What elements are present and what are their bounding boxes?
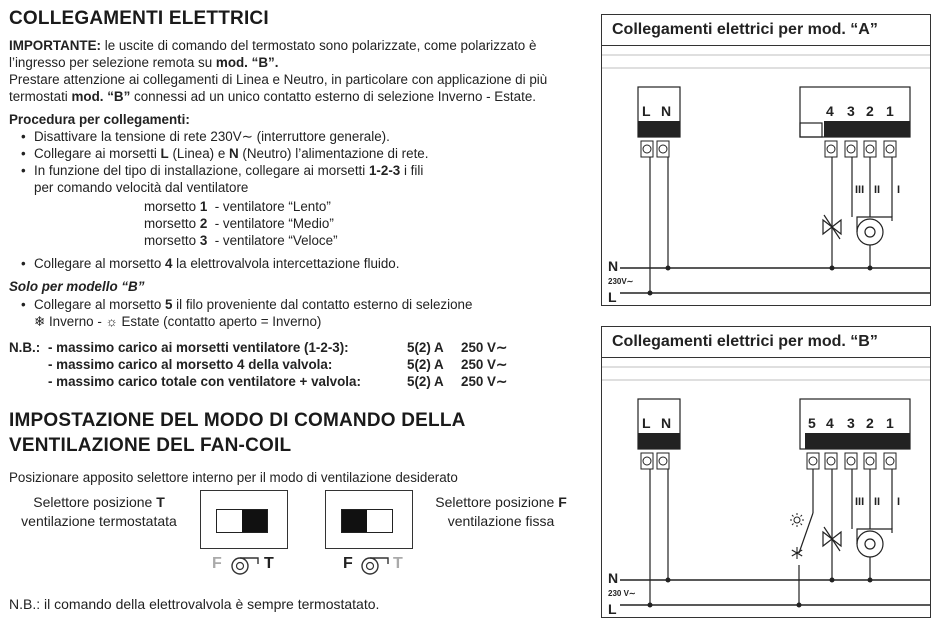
selector-t-line-1 (9, 493, 189, 512)
terminal-1-row (144, 198, 331, 215)
nb-volt-3: 250 V∼ (461, 374, 508, 389)
terminal-desc: - ventilatore “Medio” (214, 216, 334, 231)
mb-rest: il filo proveniente dal contatto esterno di selezione (172, 297, 473, 312)
section-title-ventilation-1: IMPOSTAZIONE DEL MODO DI COMANDO DELLA (9, 410, 466, 431)
procedure-step-3 (34, 162, 423, 179)
terminal-number: 1 (199, 199, 208, 214)
selector-switch-t (200, 490, 288, 549)
nb-amp-1: 5(2) A (407, 340, 444, 355)
diagram-b-term-1: 1 (886, 415, 894, 431)
diagram-b-speed-2: II (874, 496, 881, 508)
step4-rest: la elettrovalvola intercettazione fluido. (172, 256, 400, 271)
nb-row-1: - massimo carico ai morsetti ventilatore (1-2-3): (48, 340, 349, 355)
sun-icon (790, 513, 804, 527)
diagram-b-speed-3: III (855, 496, 865, 508)
diagram-a-term-2: 2 (866, 103, 874, 119)
diagram-a-line-N: N (608, 258, 619, 274)
note-line-2 (9, 88, 536, 105)
fan-icon-t (226, 555, 262, 577)
diagram-a-speed-1: I (897, 184, 901, 196)
switch-f-letter-t: T (393, 555, 403, 572)
diagram-b-line-L: L (608, 601, 617, 617)
switch-f-letter-f: F (343, 555, 353, 572)
important-line-2 (9, 54, 278, 71)
terminal-label: morsetto (144, 216, 197, 231)
wiring-diagram-a (601, 14, 931, 306)
switch-slot (216, 509, 268, 533)
selector-f-line-1 (421, 493, 581, 512)
diagram-a-voltage: 230V∼ (608, 277, 634, 286)
diagram-b-term-5: 5 (808, 415, 816, 431)
procedure-step-1: • Disattivare la tensione di rete 230V∼ (interruttore generale). (34, 128, 390, 145)
step4-text: Collegare al morsetto (34, 256, 165, 271)
diagram-a-drawing (602, 15, 930, 305)
step3-rest: i fili (400, 163, 424, 178)
step2-text: Collegare ai morsetti (34, 146, 161, 161)
selector-f-caption (421, 493, 581, 531)
step2-rest: (Neutro) l’alimentazione di rete. (238, 146, 429, 161)
diagram-b-speed-1: I (897, 496, 901, 508)
diagram-b-term-3: 3 (847, 415, 855, 431)
model-b-title: Solo per modello “B” (9, 279, 145, 294)
important-text: le uscite di comando del termostato sono polarizzate, come polarizzato è (101, 38, 537, 53)
note-text: termostati (9, 89, 72, 104)
model-b-ref-2: mod. “B” (71, 89, 131, 104)
ventilation-intro: Posizionare apposito selettore interno per il modo di ventilazione desiderato (9, 470, 458, 485)
step2-mid: (Linea) e (168, 146, 230, 161)
mb-text: Collegare al morsetto (34, 297, 165, 312)
model-b-step-1 (34, 296, 472, 313)
selector-f-line-2: ventilazione fissa (447, 513, 555, 529)
diagram-a-line-L: L (608, 289, 617, 305)
diagram-b-term-2: 2 (866, 415, 874, 431)
model-b-ref: mod. “B”. (215, 55, 279, 70)
switch-knob-left (342, 510, 367, 532)
step2-N: N (229, 146, 239, 161)
terminal-label: morsetto (144, 199, 197, 214)
step3-text: In funzione del tipo di installazione, collegare ai morsetti (34, 163, 369, 178)
nb-amp-2: 5(2) A (407, 357, 444, 372)
nb-row-2: - massimo carico al morsetto 4 della valvola: (48, 357, 333, 372)
selector-t-caption (9, 493, 189, 531)
note-line-1: Prestare attenzione ai collegamenti di Linea e Neutro, in particolare con applicazione di più (9, 72, 548, 87)
sel-f-letter: F (558, 494, 567, 510)
model-b-step-1-line-2: ❄ Inverno - ☼ Estate (contatto aperto = Inverno) (34, 314, 322, 329)
section-title-ventilation-2: VENTILAZIONE DEL FAN-COIL (9, 435, 292, 456)
selector-switch-f (325, 490, 413, 549)
important-text-2: l’ingresso per selezione remota su (9, 55, 216, 70)
footnote: N.B.: il comando della elettrovalvola è sempre termostatato. (9, 596, 380, 612)
selector-t-line-2: ventilazione termostatata (21, 513, 177, 529)
sel-f-text: Selettore posizione (435, 494, 559, 510)
nb-label: N.B.: (9, 340, 41, 355)
diagram-a-speed-3: III (855, 184, 865, 196)
diagram-b-drawing (602, 327, 930, 617)
nb-volt-2: 250 V∼ (461, 357, 508, 372)
terminal-desc: - ventilatore “Lento” (214, 199, 331, 214)
procedure-step-3-line-2: per comando velocità dal ventilatore (34, 180, 249, 195)
diagram-b-line-N: N (608, 570, 619, 586)
important-line-1 (9, 37, 536, 54)
diagram-b-title: Collegamenti elettrici per mod. “B” (602, 327, 930, 358)
diagram-a-label-L: L (642, 103, 651, 119)
terminal-number: 2 (199, 216, 208, 231)
terminal-label: morsetto (144, 233, 197, 248)
procedure-step-2 (34, 145, 428, 162)
sel-t-letter: T (156, 494, 165, 510)
section-title-electrical: COLLEGAMENTI ELETTRICI (9, 8, 269, 29)
wiring-diagram-b (601, 326, 931, 618)
terminal-2-row (144, 215, 334, 232)
terminal-3-row (144, 232, 338, 249)
diagram-b-voltage: 230 V∼ (608, 589, 636, 598)
switch-knob-right (242, 510, 267, 532)
terminal-desc: - ventilatore “Veloce” (214, 233, 338, 248)
switch-slot (341, 509, 393, 533)
diagram-b-term-4: 4 (826, 415, 834, 431)
diagram-b-label-N: N (661, 415, 672, 431)
nb-volt-1: 250 V∼ (461, 340, 508, 355)
diagram-a-term-3: 3 (847, 103, 855, 119)
mb-num: 5 (165, 297, 173, 312)
diagram-a-term-4: 4 (826, 103, 834, 119)
switch-t-letter-t: T (264, 555, 274, 572)
step3-terms: 1-2-3 (368, 163, 401, 178)
diagram-a-label-N: N (661, 103, 672, 119)
fan-icon-f (356, 555, 392, 577)
diagram-b-label-L: L (642, 415, 651, 431)
terminal-number: 3 (199, 233, 208, 248)
step4-num: 4 (165, 256, 173, 271)
nb-amp-3: 5(2) A (407, 374, 444, 389)
important-label: IMPORTANTE: (9, 38, 101, 53)
step2-L: L (160, 146, 169, 161)
procedure-step-4 (34, 255, 399, 272)
sel-t-text: Selettore posizione (33, 494, 157, 510)
diagram-a-speed-2: II (874, 184, 881, 196)
note-text-rest: connessi ad un unico contatto esterno di selezione Inverno - Estate. (130, 89, 536, 104)
diagram-a-term-1: 1 (886, 103, 894, 119)
switch-t-letter-f: F (212, 555, 222, 572)
procedure-title: Procedura per collegamenti: (9, 112, 190, 127)
nb-row-3: - massimo carico totale con ventilatore + valvola: (48, 374, 361, 389)
diagram-a-title: Collegamenti elettrici per mod. “A” (602, 15, 930, 46)
